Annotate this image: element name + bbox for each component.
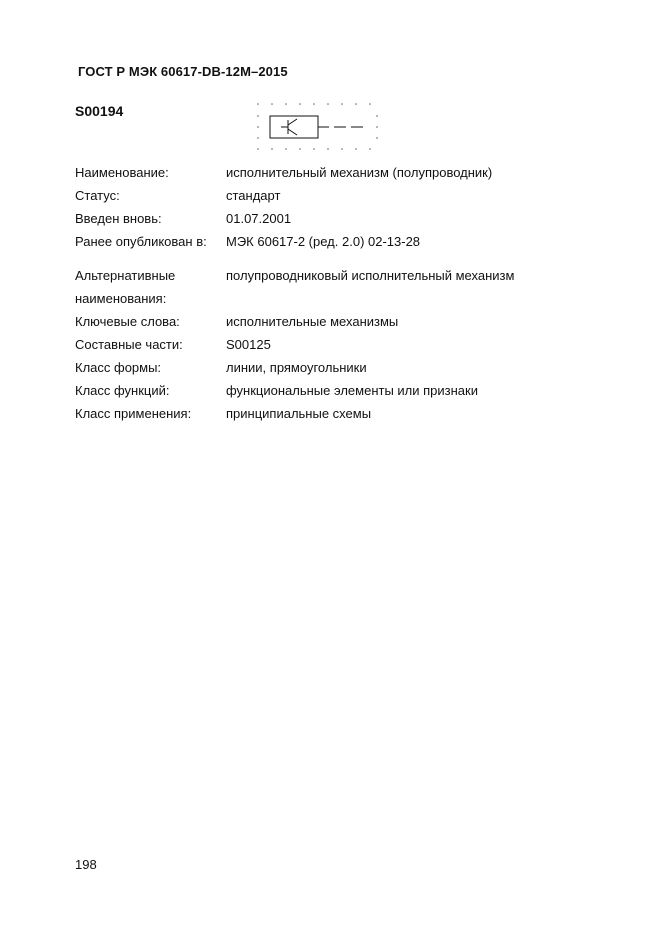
field-label: Статус: (75, 188, 120, 203)
field-label: наименования: (75, 291, 167, 306)
field-value: стандарт (226, 188, 281, 203)
field-value: исполнительный механизм (полупроводник) (226, 165, 493, 180)
field-value: функциональные элементы или признаки (226, 383, 478, 398)
page-number: 198 (75, 857, 97, 872)
symbol-code: S00194 (75, 103, 124, 119)
field-label: Ключевые слова: (75, 314, 180, 329)
field-label: Класс функций: (75, 383, 170, 398)
semiconductor-actuator-symbol-icon (250, 98, 385, 153)
field-value: 01.07.2001 (226, 211, 292, 226)
field-value: линии, прямоугольники (226, 360, 367, 375)
field-value: исполнительные механизмы (226, 314, 399, 329)
document-header: ГОСТ Р МЭК 60617-DB-12M–2015 (78, 64, 288, 79)
field-value: S00125 (226, 337, 271, 352)
field-label: Класс формы: (75, 360, 162, 375)
field-label: Введен вновь: (75, 211, 162, 226)
field-label: Наименование: (75, 165, 169, 180)
field-value: принципиальные схемы (226, 406, 372, 421)
field-label: Класс применения: (75, 406, 192, 421)
field-label: Составные части: (75, 337, 183, 352)
field-value: полупроводниковый исполнительный механизм (226, 268, 515, 283)
field-label: Альтернативные (75, 268, 176, 283)
field-label: Ранее опубликован в: (75, 234, 207, 249)
field-value: МЭК 60617-2 (ред. 2.0) 02-13-28 (226, 234, 421, 249)
